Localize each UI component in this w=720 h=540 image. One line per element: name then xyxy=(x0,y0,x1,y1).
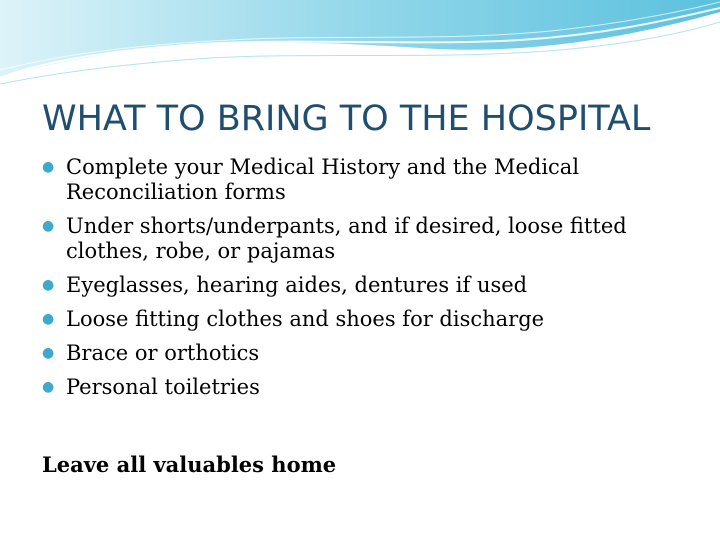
valuables-note: Leave all valuables home xyxy=(42,452,337,477)
list-item xyxy=(42,341,682,366)
bullet-dot-icon: ● xyxy=(42,345,55,361)
bullet-dot-icon: ● xyxy=(42,277,55,293)
list-item-text: Complete your Medical History and the Medical Reconciliation forms xyxy=(66,155,580,204)
slide-title: WHAT TO BRING TO THE HOSPITAL xyxy=(42,99,651,139)
list-item-text: Eyeglasses, hearing aides, dentures if used xyxy=(66,273,528,297)
list-item-text: Brace or orthotics xyxy=(66,341,260,365)
header-wave-decoration xyxy=(0,0,720,90)
bullet-dot-icon: ● xyxy=(42,218,55,234)
list-item xyxy=(42,273,682,298)
bullet-dot-icon: ● xyxy=(42,159,55,175)
list-item-text: Under shorts/underpants, and if desired, loose fitted clothes, robe, or pajamas xyxy=(66,214,627,263)
list-item xyxy=(42,155,682,205)
bullet-dot-icon: ● xyxy=(42,311,55,327)
bullet-list xyxy=(42,155,682,409)
bullet-dot-icon: ● xyxy=(42,379,55,395)
list-item-text: Personal toiletries xyxy=(66,375,260,399)
list-item xyxy=(42,214,682,264)
list-item xyxy=(42,307,682,332)
list-item-text: Loose fitting clothes and shoes for discharge xyxy=(66,307,545,331)
list-item xyxy=(42,375,682,400)
